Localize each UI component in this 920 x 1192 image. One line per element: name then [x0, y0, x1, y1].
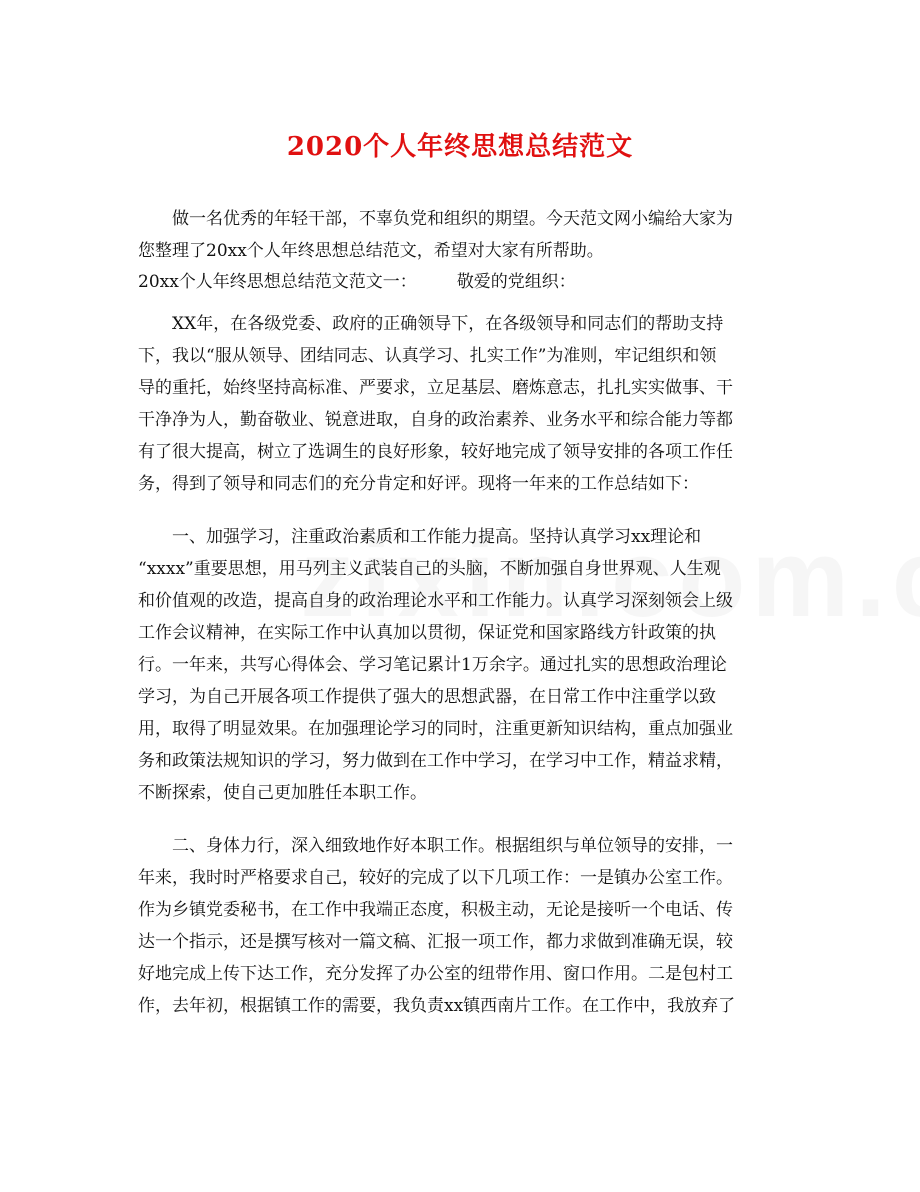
paragraph-line: 作为乡镇党委秘书，在工作中我端正态度，积极主动，无论是接听一个电话、传 — [138, 900, 733, 920]
paragraph-line: 达一个指示，还是撰写核对一篇文稿、汇报一项工作，都力求做到准确无误，较 — [138, 932, 733, 952]
section-heading: 20xx个人年终思想总结范文范文一： — [138, 272, 417, 292]
paragraph-line: 下，我以“服从领导、团结同志、认真学习、扎实工作”为准则，牢记组织和领 — [138, 346, 717, 366]
paragraph-line: XX年，在各级党委、政府的正确领导下，在各级领导和同志们的帮助支持 — [172, 314, 724, 334]
paragraph-line: 作，去年初，根据镇工作的需要，我负责xx镇西南片工作。在工作中，我放弃了 — [138, 996, 736, 1016]
paragraph-line: 导的重托，始终坚持高标准、严要求，立足基层、磨炼意志，扎扎实实做事、干 — [138, 378, 733, 398]
paragraph-line: 有了很大提高，树立了选调生的良好形象，较好地完成了领导安排的各项工作任 — [138, 442, 733, 462]
paragraph-line: 和价值观的改造，提高自身的政治理论水平和工作能力。认真学习深刻领会上级 — [138, 591, 733, 611]
paragraph-line: “xxxx”重要思想，用马列主义武装自己的头脑，不断加强自身世界观、人生观 — [138, 559, 721, 579]
paragraph-line: 工作会议精神，在实际工作中认真加以贯彻，保证党和国家路线方针政策的执 — [138, 623, 716, 643]
section-heading-line — [138, 271, 576, 293]
salutation: 敬爱的党组织： — [456, 272, 576, 292]
paragraph-line: 干净净为人，勤奋敬业、锐意进取，自身的政治素养、业务水平和综合能力等都 — [138, 410, 733, 430]
paragraph-line: 做一名优秀的年轻干部，不辜负党和组织的期望。今天范文网小编给大家为 — [172, 209, 733, 229]
paragraph-line: 不断探索，使自己更加胜任本职工作。 — [138, 783, 427, 803]
paragraph-line: 您整理了20xx个人年终思想总结范文，希望对大家有所帮助。 — [138, 241, 604, 261]
paragraph-line: 学习，为自己开展各项工作提供了强大的思想武器，在日常工作中注重学以致 — [138, 687, 716, 707]
paragraph-line: 用，取得了明显效果。在加强理论学习的同时，注重更新知识结构，重点加强业 — [138, 719, 733, 739]
paragraph-line: 行。一年来，共写心得体会、学习笔记累计1万余字。通过扎实的思想政治理论 — [138, 655, 727, 675]
paragraph-line: 二、身体力行，深入细致地作好本职工作。根据组织与单位领导的安排，一 — [172, 836, 733, 856]
paragraph-line: 务和政策法规知识的学习，努力做到在工作中学习，在学习中工作，精益求精， — [138, 751, 733, 771]
paragraph-line: 年来，我时时严格要求自己，较好的完成了以下几项工作：一是镇办公室工作。 — [138, 868, 733, 888]
paragraph-line: 好地完成上传下达工作，充分发挥了办公室的纽带作用、窗口作用。二是包村工 — [138, 964, 733, 984]
paragraph-line: 务，得到了领导和同志们的充分肯定和好评。现将一年来的工作总结如下： — [138, 474, 699, 494]
paragraph-line: 一、加强学习，注重政治素质和工作能力提高。坚持认真学习xx理论和 — [172, 527, 702, 547]
document-title: 2020个人年终思想总结范文 — [286, 132, 634, 162]
